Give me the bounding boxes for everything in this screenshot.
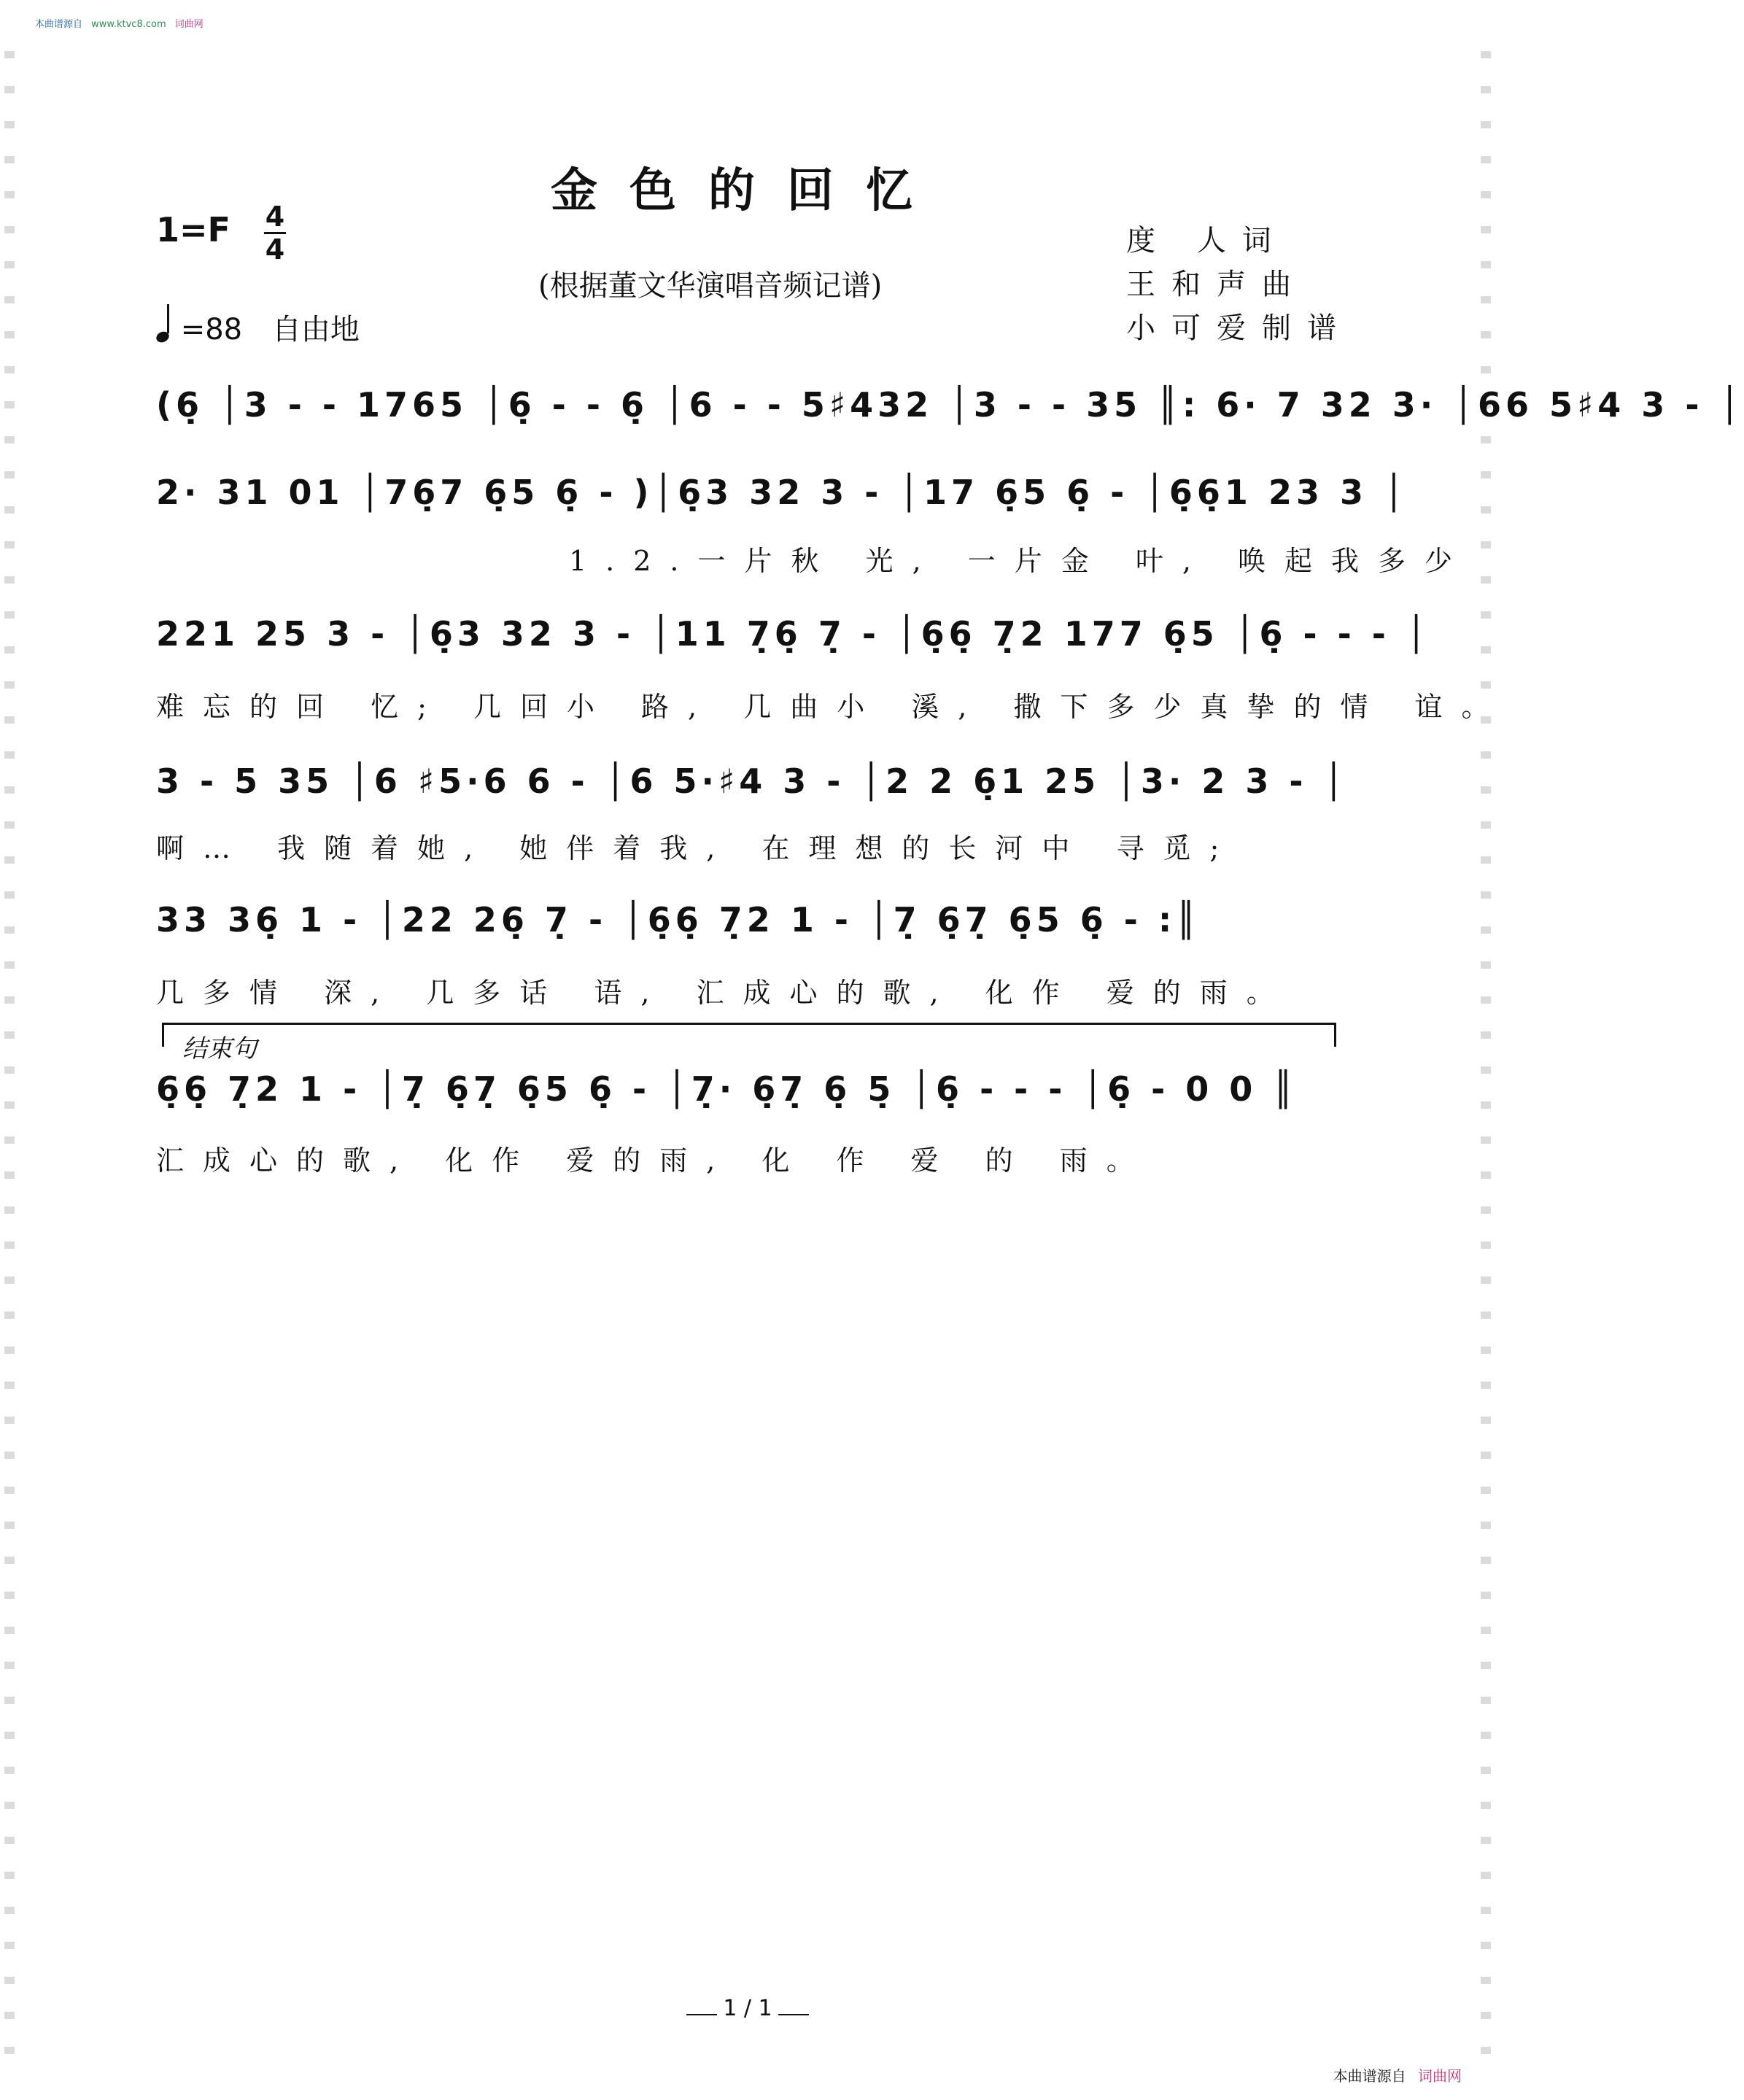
score-line-3-lyrics: 难忘的回 忆; 几回小 路, 几曲小 溪, 撒下多少真挚的情 谊。 [156,691,1508,723]
score-line-2-notes: 2· 31 01 │76̣7 6̣5 6̣ - )│6̣3 32 3 - │17 6̣5 6̣ - │6̣6̣1 23 3 │ [156,473,1408,512]
credit-composer: 王和声曲 [1126,268,1307,301]
source-site: 词曲网 [174,19,204,30]
page-number [0,1996,1495,2021]
score-line-3-notes: 221 25 3 - │6̣3 32 3 - │11 7̣6̣ 7̣ - │6̣6̣ 7̣2 177 6̣5 │6̣ - - - │ [156,614,1431,654]
quarter-note-stem [167,304,169,333]
credit-lyricist: 度 人词 [1126,224,1287,257]
right-watermark-strip [1481,51,1491,2079]
song-title: 金色的回忆 [551,163,945,218]
subtitle: (根据董文华演唱音频记谱) [538,269,883,303]
score-line-4-lyrics: 啊… 我随着她, 她伴着我, 在理想的长河中 寻觅; [156,832,1239,864]
time-signature-top: 4 [265,201,285,233]
key-signature: 1=F [156,210,230,249]
page-number-text: 1 / 1 [723,1996,772,2021]
source-text: 本曲谱源自 [35,19,83,30]
page-number-line-right [778,2014,809,2015]
left-watermark-strip [4,51,15,2079]
source-watermark-top [35,16,204,30]
tempo-mood: 自由地 [271,313,360,346]
ending-bracket [162,1023,1336,1047]
score-line-5-notes: 33 36̣ 1 - │22 26̣ 7̣ - │6̣6̣ 7̣2 1 - │7̣ 6̣7̣ 6̣5 6̣ - :║ [156,900,1201,939]
score-line-4-notes: 3 - 5 35 │6 ♯5·6 6 - │6 5·♯4 3 - │2 2 6̣1 25 │3· 2 3 - │ [156,762,1349,801]
score-line-6-lyrics: 汇成心的歌, 化作 爱的雨, 化 作 爱 的 雨。 [156,1144,1153,1177]
ending-label: 结束句 [182,1034,257,1063]
source-text-bottom: 本曲谱源自 [1333,2067,1406,2085]
score-line-6-notes: 6̣6̣ 7̣2 1 - │7̣ 6̣7̣ 6̣5 6̣ - │7̣· 6̣7̣ 6̣ 5̣ │6̣ - - - │6̣ - 0 0 ║ [156,1069,1298,1109]
score-line-1-notes: (6̣ │3 - - 1765 │6̣ - - 6̣ │6 - - 5♯432 │3 - - 35 ║: 6· 7 32 3· │66 5♯4 3 - │ [156,385,1744,425]
tempo-bpm: =88 [180,313,243,346]
source-watermark-bottom [1333,2064,1462,2085]
source-url[interactable]: www.ktvc8.com [91,19,166,30]
page-number-line-left [686,2014,717,2015]
tempo-marking [156,306,360,348]
time-signature [264,201,286,266]
score-line-5-lyrics: 几多情 深, 几多话 语, 汇成心的歌, 化作 爱的雨。 [156,977,1293,1009]
source-site-bottom: 词曲网 [1418,2067,1462,2085]
time-signature-bottom: 4 [265,233,285,266]
credit-arranger: 小可爱制谱 [1126,311,1352,345]
score-line-2-lyrics: 1.2.一片秋 光, 一片金 叶, 唤起我多少 [569,545,1471,577]
